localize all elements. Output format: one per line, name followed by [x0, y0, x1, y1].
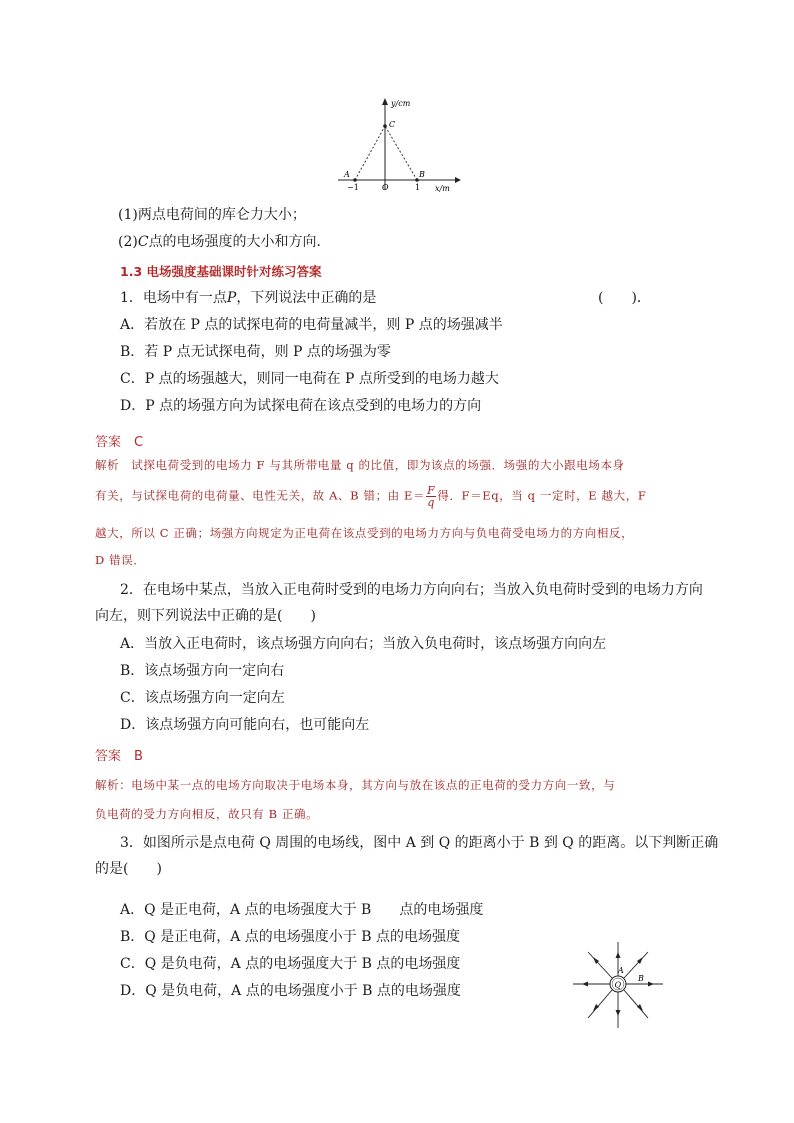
q1-stem-post: ，下列说法中正确的是 — [236, 290, 377, 306]
q1-explanation-line3: 越大，所以 C 正确；场强方向规定为正电荷在该点受到的电场力方向与负电荷受电场力的方向相反， — [95, 526, 634, 540]
prev-q2-prefix: (2) — [118, 234, 138, 250]
point-a-label: A — [344, 170, 350, 179]
arrow-se-icon — [637, 1004, 643, 1011]
point-b-label: B — [419, 170, 425, 179]
arrow-east-icon — [648, 982, 654, 987]
q1-option-d: D．P 点的场强方向为试探电荷在该点受到的电场力的方向 — [120, 398, 482, 414]
section-title: 1.3 电场强度基础课时针对练习答案 — [120, 264, 322, 279]
q1-explanation-line2 — [95, 485, 646, 508]
arrow-sw-icon — [593, 1004, 599, 1011]
coordinate-diagram — [330, 95, 470, 195]
prev-question-2 — [118, 232, 331, 252]
q3-stem-line2: 的是( ) — [95, 861, 162, 877]
prev-q2-var: C — [137, 234, 149, 250]
q1-answer: 答案 C — [95, 435, 144, 450]
q1-expl2-pre: 有关，与试探电荷的电荷量、电性无关，故 A、B 错；由 E＝ — [95, 488, 426, 503]
q1-fraction — [426, 485, 436, 508]
q2-stem-line1: 2．在电场中某点，当放入正电荷时受到的电场力方向向右；当放入负电荷时受到的电场力方向 — [120, 582, 703, 598]
point-a-fig-label: A — [618, 966, 624, 975]
prev-question-1: (1)两点电荷间的库仑力大小； — [118, 207, 306, 223]
point-c-dot — [383, 124, 387, 128]
q1-explanation-line1: 解析 试探电荷受到的电场力 F 与其所带电量 q 的比值，即为该点的场强．场强的大小跟电场本身 — [95, 458, 625, 472]
q1-option-b: B．若 P 点无试探电荷，则 P 点的场强为零 — [120, 344, 391, 360]
charge-q-label: Q — [614, 980, 622, 990]
tick-pos-label: 1 — [415, 183, 421, 192]
arrow-west-icon — [582, 982, 588, 987]
q1-option-c: C．P 点的场强越大，则同一电荷在 P 点所受到的电场力越大 — [120, 371, 499, 387]
q2-option-c: C．该点场强方向一定向左 — [120, 690, 285, 706]
q1-paren: ( )． — [598, 290, 651, 306]
y-axis-arrow — [382, 98, 388, 105]
arrow-north-icon — [616, 952, 621, 958]
q2-option-d: D．该点场强方向可能向右，也可能向左 — [120, 717, 370, 733]
q2-answer: 答案 B — [95, 749, 143, 764]
point-a-dot — [353, 178, 357, 182]
line-bc — [385, 126, 417, 180]
q3-option-d: D．Q 是负电荷，A 点的电场强度小于 B 点的电场强度 — [120, 983, 461, 999]
origin-label: O — [382, 183, 389, 192]
point-c-label: C — [389, 120, 396, 129]
prev-q2-suffix: 点的电场强度的大小和方向． — [148, 234, 331, 250]
q3-stem-line1: 3．如图所示是点电荷 Q 周围的电场线，图中 A 到 Q 的距离小于 B 到 Q 的距离。以下判断正确 — [120, 835, 719, 851]
arrow-south-icon — [616, 1010, 621, 1016]
field-line-sw — [588, 990, 612, 1018]
x-axis-label: x/m — [435, 184, 450, 193]
q1-frac-num: F — [427, 484, 436, 497]
line-ac — [355, 126, 385, 180]
electric-field-diagram — [568, 940, 668, 1032]
q3-option-a: A．Q 是正电荷，A 点的电场强度大于 B 点的电场强度 — [120, 902, 484, 918]
q1-explanation-line4: D 错误． — [95, 553, 146, 567]
y-axis-label: y/cm — [391, 99, 411, 108]
field-line-nw — [588, 952, 612, 978]
field-line-se — [624, 990, 648, 1018]
point-b-fig-label: B — [638, 974, 644, 983]
tick-neg-label: −1 — [347, 183, 359, 192]
q3-option-c: C．Q 是负电荷，A 点的电场强度大于 B 点的电场强度 — [120, 956, 461, 972]
q1-frac-den: q — [427, 496, 436, 509]
q1-option-a: A．若放在 P 点的试探电荷的电荷量减半，则 P 点的场强减半 — [120, 317, 503, 333]
q2-explanation-line2: 负电荷的受力方向相反，故只有 B 正确。 — [95, 807, 319, 821]
q1-stem — [120, 288, 376, 308]
q2-stem-line2: 向左，则下列说法中正确的是( ) — [95, 608, 316, 624]
field-line-ne — [624, 952, 648, 978]
q2-option-a: A．当放入正电荷时，该点场强方向向右；当放入负电荷时，该点场强方向向左 — [120, 636, 607, 652]
x-axis-arrow — [455, 177, 461, 183]
q1-stem-pre: 1．电场中有一点 — [120, 290, 227, 306]
q3-option-b: B．Q 是正电荷，A 点的电场强度小于 B 点的电场强度 — [120, 929, 460, 945]
q2-option-b: B．该点场强方向一定向右 — [120, 663, 285, 679]
q1-stem-var: P — [226, 290, 237, 306]
q2-explanation-line1: 解析：电场中某一点的电场方向取决于电场本身，其方向与放在该点的正电荷的受力方向一致，与 — [95, 778, 616, 792]
q1-expl2-post: 得．F＝Eq，当 q 一定时，E 越大，F — [437, 488, 647, 503]
